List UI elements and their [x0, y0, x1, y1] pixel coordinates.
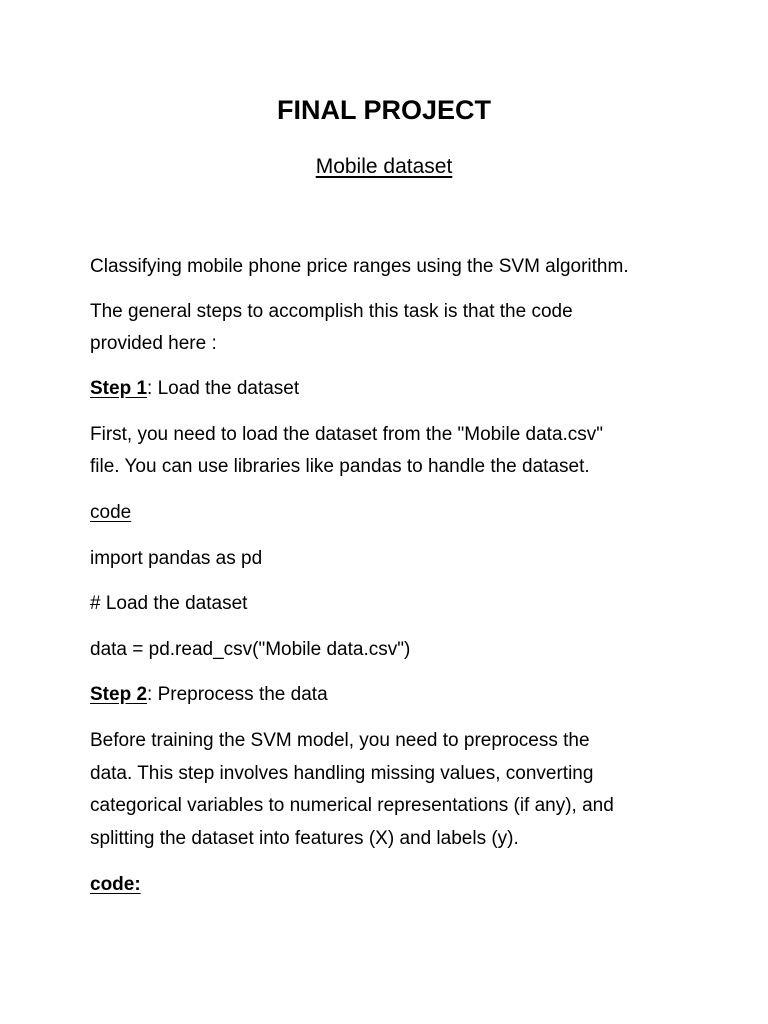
step1-code-line-3: data = pd.read_csv("Mobile data.csv") [90, 639, 411, 660]
general-steps-line-1: The general steps to accomplish this task is that the code [90, 301, 573, 322]
step1-label: Step 1 [90, 378, 148, 399]
step2-text: : Preprocess the data [147, 684, 328, 705]
step2-code-label [90, 869, 690, 901]
step2-label: Step 2 [90, 684, 148, 705]
step1-heading [90, 373, 690, 405]
intro-paragraph: Classifying mobile phone price ranges using the SVM algorithm. [90, 256, 629, 277]
step2-desc-line-4: splitting the dataset into features (X) and labels (y). [90, 828, 519, 849]
step1-desc-line-1: First, you need to load the dataset from the "Mobile data.csv" [90, 424, 604, 445]
step1-code-line-2: # Load the dataset [90, 593, 248, 614]
step2-desc-line-1: Before training the SVM model, you need to preprocess the [90, 730, 590, 751]
step1-code-line-1: import pandas as pd [90, 548, 263, 569]
step1-code-label [90, 497, 690, 529]
step2-code-label-text: code: [90, 874, 141, 895]
step1-text: : Load the dataset [147, 378, 300, 399]
step1-desc-line-2: file. You can use libraries like pandas to handle the dataset. [90, 456, 590, 477]
page-subtitle: Mobile dataset [315, 155, 453, 178]
step2-desc-line-3: categorical variables to numerical representations (if any), and [90, 795, 614, 816]
step2-heading [90, 679, 690, 711]
step1-code-label-text: code [90, 502, 132, 523]
general-steps-line-2: provided here : [90, 333, 217, 354]
page-title: FINAL PROJECT [276, 95, 492, 125]
step2-desc-line-2: data. This step involves handling missing values, converting [90, 763, 594, 784]
